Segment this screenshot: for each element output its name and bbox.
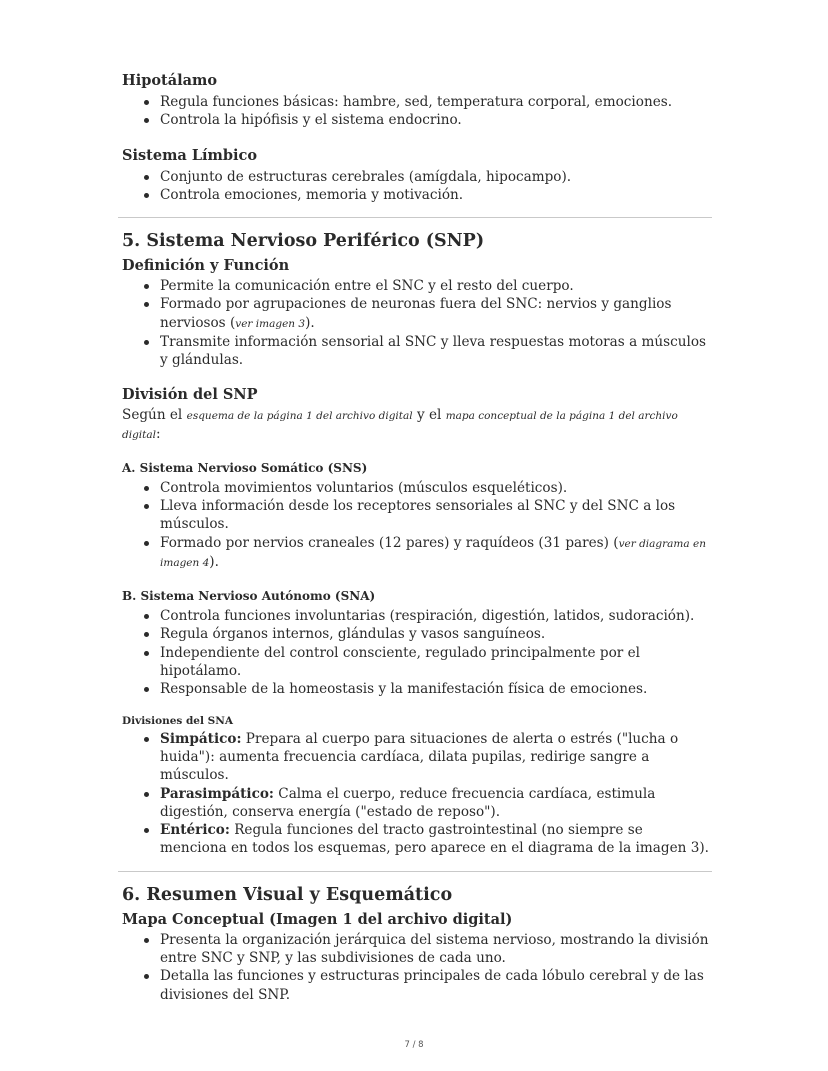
division-intro [122,406,712,444]
intro-text: Según el [122,406,187,423]
heading-section-6: 6. Resumen Visual y Esquemático [122,884,453,905]
heading-sna: B. Sistema Nervioso Autónomo (SNA) [122,589,376,604]
definition-enterico: Regula funciones del tracto gastrointestinal (no siempre se menciona en todos los esquemas, pero aparece en el diagrama de la imagen 3). [160,822,710,857]
list-item: Transmite información sensorial al SNC y lleva respuestas motoras a músculos y glándulas. [160,333,712,370]
heading-section-5: 5. Sistema Nervioso Periférico (SNP) [122,231,485,252]
list-item-parasimpatico [160,785,712,822]
definition-simpatico: Prepara al cuerpo para situaciones de alerta o estrés ("lucha o huida"): aumenta frecuencia cardíaca, dilata pupilas, redirige sangre a músculos. [160,730,679,784]
list-item: Permite la comunicación entre el SNC y el resto del cuerpo. [160,277,712,295]
concept-map-reference: mapa conceptual de la página 1 del archivo digital [122,409,678,441]
intro-text: y el [412,406,446,423]
list-item: Regula órganos internos, glándulas y vasos sanguíneos. [160,625,712,643]
list-definicion [122,277,712,369]
scheme-reference: esquema de la página 1 del archivo digital [186,409,413,422]
list-item: Responsable de la homeostasis y la manifestación física de emociones. [160,680,712,698]
intro-text: : [156,425,161,442]
heading-mapa-conceptual: Mapa Conceptual (Imagen 1 del archivo digital) [122,910,513,928]
item-text-end: ). [209,553,219,570]
section-divider [118,217,712,218]
list-item-simpatico [160,730,712,785]
list-item: Lleva información desde los receptores sensoriales al SNC y del SNC a los músculos. [160,497,712,534]
list-item: Controla la hipófisis y el sistema endocrino. [160,111,712,129]
list-hipotalamo [122,93,712,130]
term-parasimpatico: Parasimpático: [160,785,274,802]
list-item: Controla funciones involuntarias (respiración, digestión, latidos, sudoración). [160,607,712,625]
heading-divisiones-sna: Divisiones del SNA [122,714,233,727]
list-item: Regula funciones básicas: hambre, sed, temperatura corporal, emociones. [160,93,712,111]
document-page [122,72,712,1004]
item-text: Formado por nervios craneales (12 pares) y raquídeos (31 pares) ( [160,534,619,551]
list-item: Presenta la organización jerárquica del sistema nervioso, mostrando la división entre SNC y SNP, y las subdivisiones de cada uno. [160,931,712,968]
heading-sistema-limbico: Sistema Límbico [122,146,258,164]
diagram-reference: ver diagrama en imagen 4 [160,537,706,569]
definition-parasimpatico: Calma el cuerpo, reduce frecuencia cardíaca, estimula digestión, conserva energía ("estado de reposo"). [160,785,656,820]
page-number: 7 / 8 [404,1040,424,1050]
list-item [160,534,712,573]
list-limbico [122,168,712,205]
list-divisiones-sna [122,730,712,858]
heading-division-snp: División del SNP [122,385,258,403]
list-item: Controla movimientos voluntarios (músculos esqueléticos). [160,479,712,497]
list-item: Conjunto de estructuras cerebrales (amígdala, hipocampo). [160,168,712,186]
item-text-end: ). [305,314,315,331]
section-divider [118,871,712,872]
list-item [160,295,712,333]
heading-sns: A. Sistema Nervioso Somático (SNS) [122,460,368,475]
heading-definicion-funcion: Definición y Función [122,257,290,275]
list-resumen [122,931,712,1004]
list-sns [122,479,712,572]
image-reference: ver imagen 3 [235,317,306,330]
list-item: Independiente del control consciente, regulado principalmente por el hipotálamo. [160,644,712,681]
item-text: Formado por agrupaciones de neuronas fuera del SNC: nervios y ganglios nerviosos ( [160,296,672,331]
list-sna [122,607,712,698]
term-simpatico: Simpático: [160,730,242,747]
heading-hipotalamo: Hipotálamo [122,72,218,89]
list-item: Detalla las funciones y estructuras principales de cada lóbulo cerebral y de las divisiones del SNP. [160,967,712,1004]
term-enterico: Entérico: [160,822,230,839]
list-item: Controla emociones, memoria y motivación. [160,186,712,204]
list-item-enterico [160,821,712,858]
